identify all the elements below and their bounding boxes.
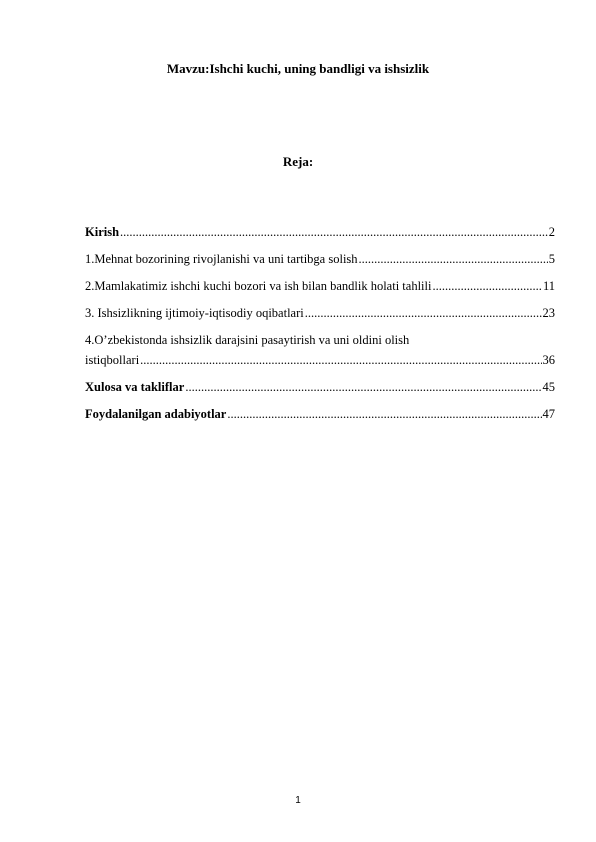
toc-page-number: 23 xyxy=(542,306,555,320)
toc-entry-title-line2: istiqbollari xyxy=(85,353,140,367)
document-title: Mavzu:Ishchi kuchi, uning bandligi va ishsizlik xyxy=(166,61,430,76)
toc-leader-dots xyxy=(227,406,541,422)
toc-page-number: 47 xyxy=(542,407,555,421)
toc-entry-title: 1.Mehnat bozorining rivojlanishi va uni tartibga solish xyxy=(85,252,358,266)
toc-entry-title: Kirish xyxy=(85,225,120,239)
toc-page-number: 45 xyxy=(542,380,555,394)
toc-entry-title: 3. Ishsizlikning ijtimoiy-iqtisodiy oqibatlari xyxy=(85,306,304,320)
toc-leader-dots xyxy=(120,224,548,240)
toc-leader-dots xyxy=(140,352,541,368)
plan-heading: Reja: xyxy=(282,154,314,169)
toc-entry-chapter-1[interactable] xyxy=(85,251,555,267)
toc-leader-dots xyxy=(305,305,542,321)
toc-entry-references[interactable] xyxy=(85,406,555,422)
toc-entry-title: Foydalanilgan adabiyotlar xyxy=(85,407,227,421)
toc-entry-chapter-3[interactable] xyxy=(85,305,555,321)
toc-page-number: 5 xyxy=(548,252,555,266)
toc-entry-conclusion[interactable] xyxy=(85,379,555,395)
toc-leader-dots xyxy=(359,251,548,267)
table-of-contents xyxy=(85,224,555,433)
toc-leader-dots xyxy=(185,379,541,395)
toc-entry-chapter-4[interactable] xyxy=(85,332,555,368)
toc-leader-dots xyxy=(432,278,541,294)
toc-page-number: 2 xyxy=(548,225,555,239)
toc-entry-title-line1: 4.O’zbekistonda ishsizlik darajsini pasaytirish va uni oldini olish xyxy=(85,333,410,347)
toc-entry-title: Xulosa va takliflar xyxy=(85,380,185,394)
toc-entry-title: 2.Mamlakatimiz ishchi kuchi bozori va ish bilan bandlik holati tahlili xyxy=(85,279,432,293)
toc-page-number: 36 xyxy=(542,353,555,367)
toc-entry-introduction[interactable] xyxy=(85,224,555,240)
page-number: 1 xyxy=(295,795,301,806)
toc-entry-chapter-2[interactable] xyxy=(85,278,555,294)
toc-page-number: 11 xyxy=(542,279,555,293)
